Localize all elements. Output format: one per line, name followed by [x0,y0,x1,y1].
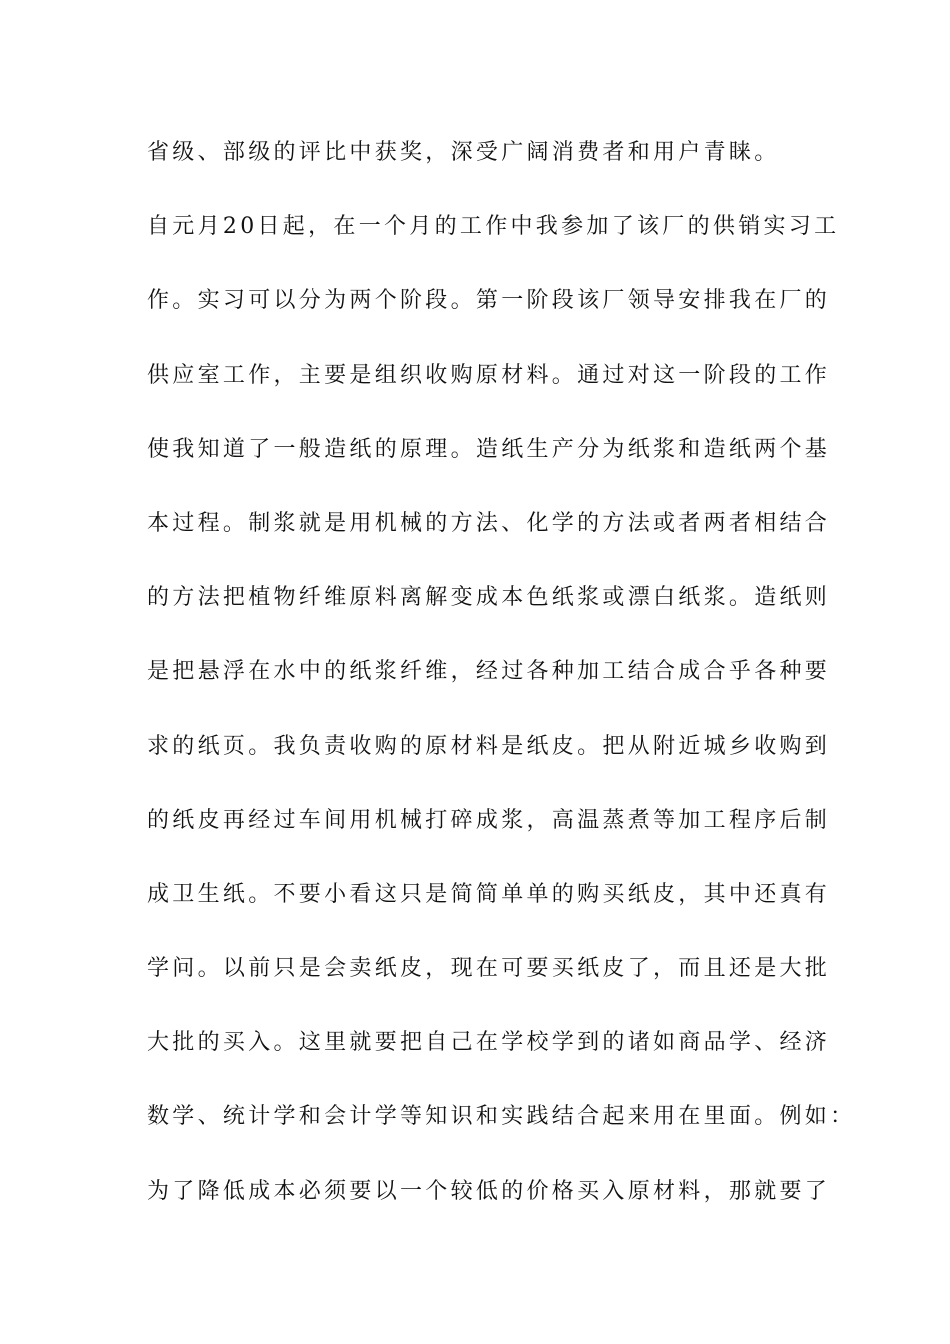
text-line-8: 是把悬浮在水中的纸浆纤维，经过各种加工结合成合乎各种要 [147,659,831,685]
text-line-4: 供应室工作，主要是组织收购原材料。通过对这一阶段的工作 [147,362,831,388]
text-line-11: 成卫生纸。不要小看这只是简简单单的购买纸皮，其中还真有 [147,881,831,907]
text-line-2: 自元月20日起，在一个月的工作中我参加了该厂的供销实习工 [147,214,840,240]
text-line-10: 的纸皮再经过车间用机械打碎成浆，高温蒸煮等加工程序后制 [147,807,831,833]
text-line-7: 的方法把植物纤维原料离解变成本色纸浆或漂白纸浆。造纸则 [147,585,831,611]
text-line-5: 使我知道了一般造纸的原理。造纸生产分为纸浆和造纸两个基 [147,436,831,462]
text-line-15: 为了降低成本必须要以一个较低的价格买入原材料，那就要了 [147,1178,831,1204]
text-line-14: 数学、统计学和会计学等知识和实践结合起来用在里面。例如： [147,1104,856,1130]
text-line-12: 学问。以前只是会卖纸皮，现在可要买纸皮了，而且还是大批 [147,956,831,982]
body-text [147,128,856,1241]
text-line-1: 省级、部级的评比中获奖，深受广阔消费者和用户青睐。 [147,140,780,165]
text-line-9: 求的纸页。我负责收购的原材料是纸皮。把从附近城乡收购到 [147,733,831,759]
text-line-6: 本过程。制浆就是用机械的方法、化学的方法或者两者相结合 [147,510,831,536]
text-line-3: 作。实习可以分为两个阶段。第一阶段该厂领导安排我在厂的 [147,288,831,314]
text-line-13: 大批的买入。这里就要把自己在学校学到的诸如商品学、经济 [147,1030,831,1056]
